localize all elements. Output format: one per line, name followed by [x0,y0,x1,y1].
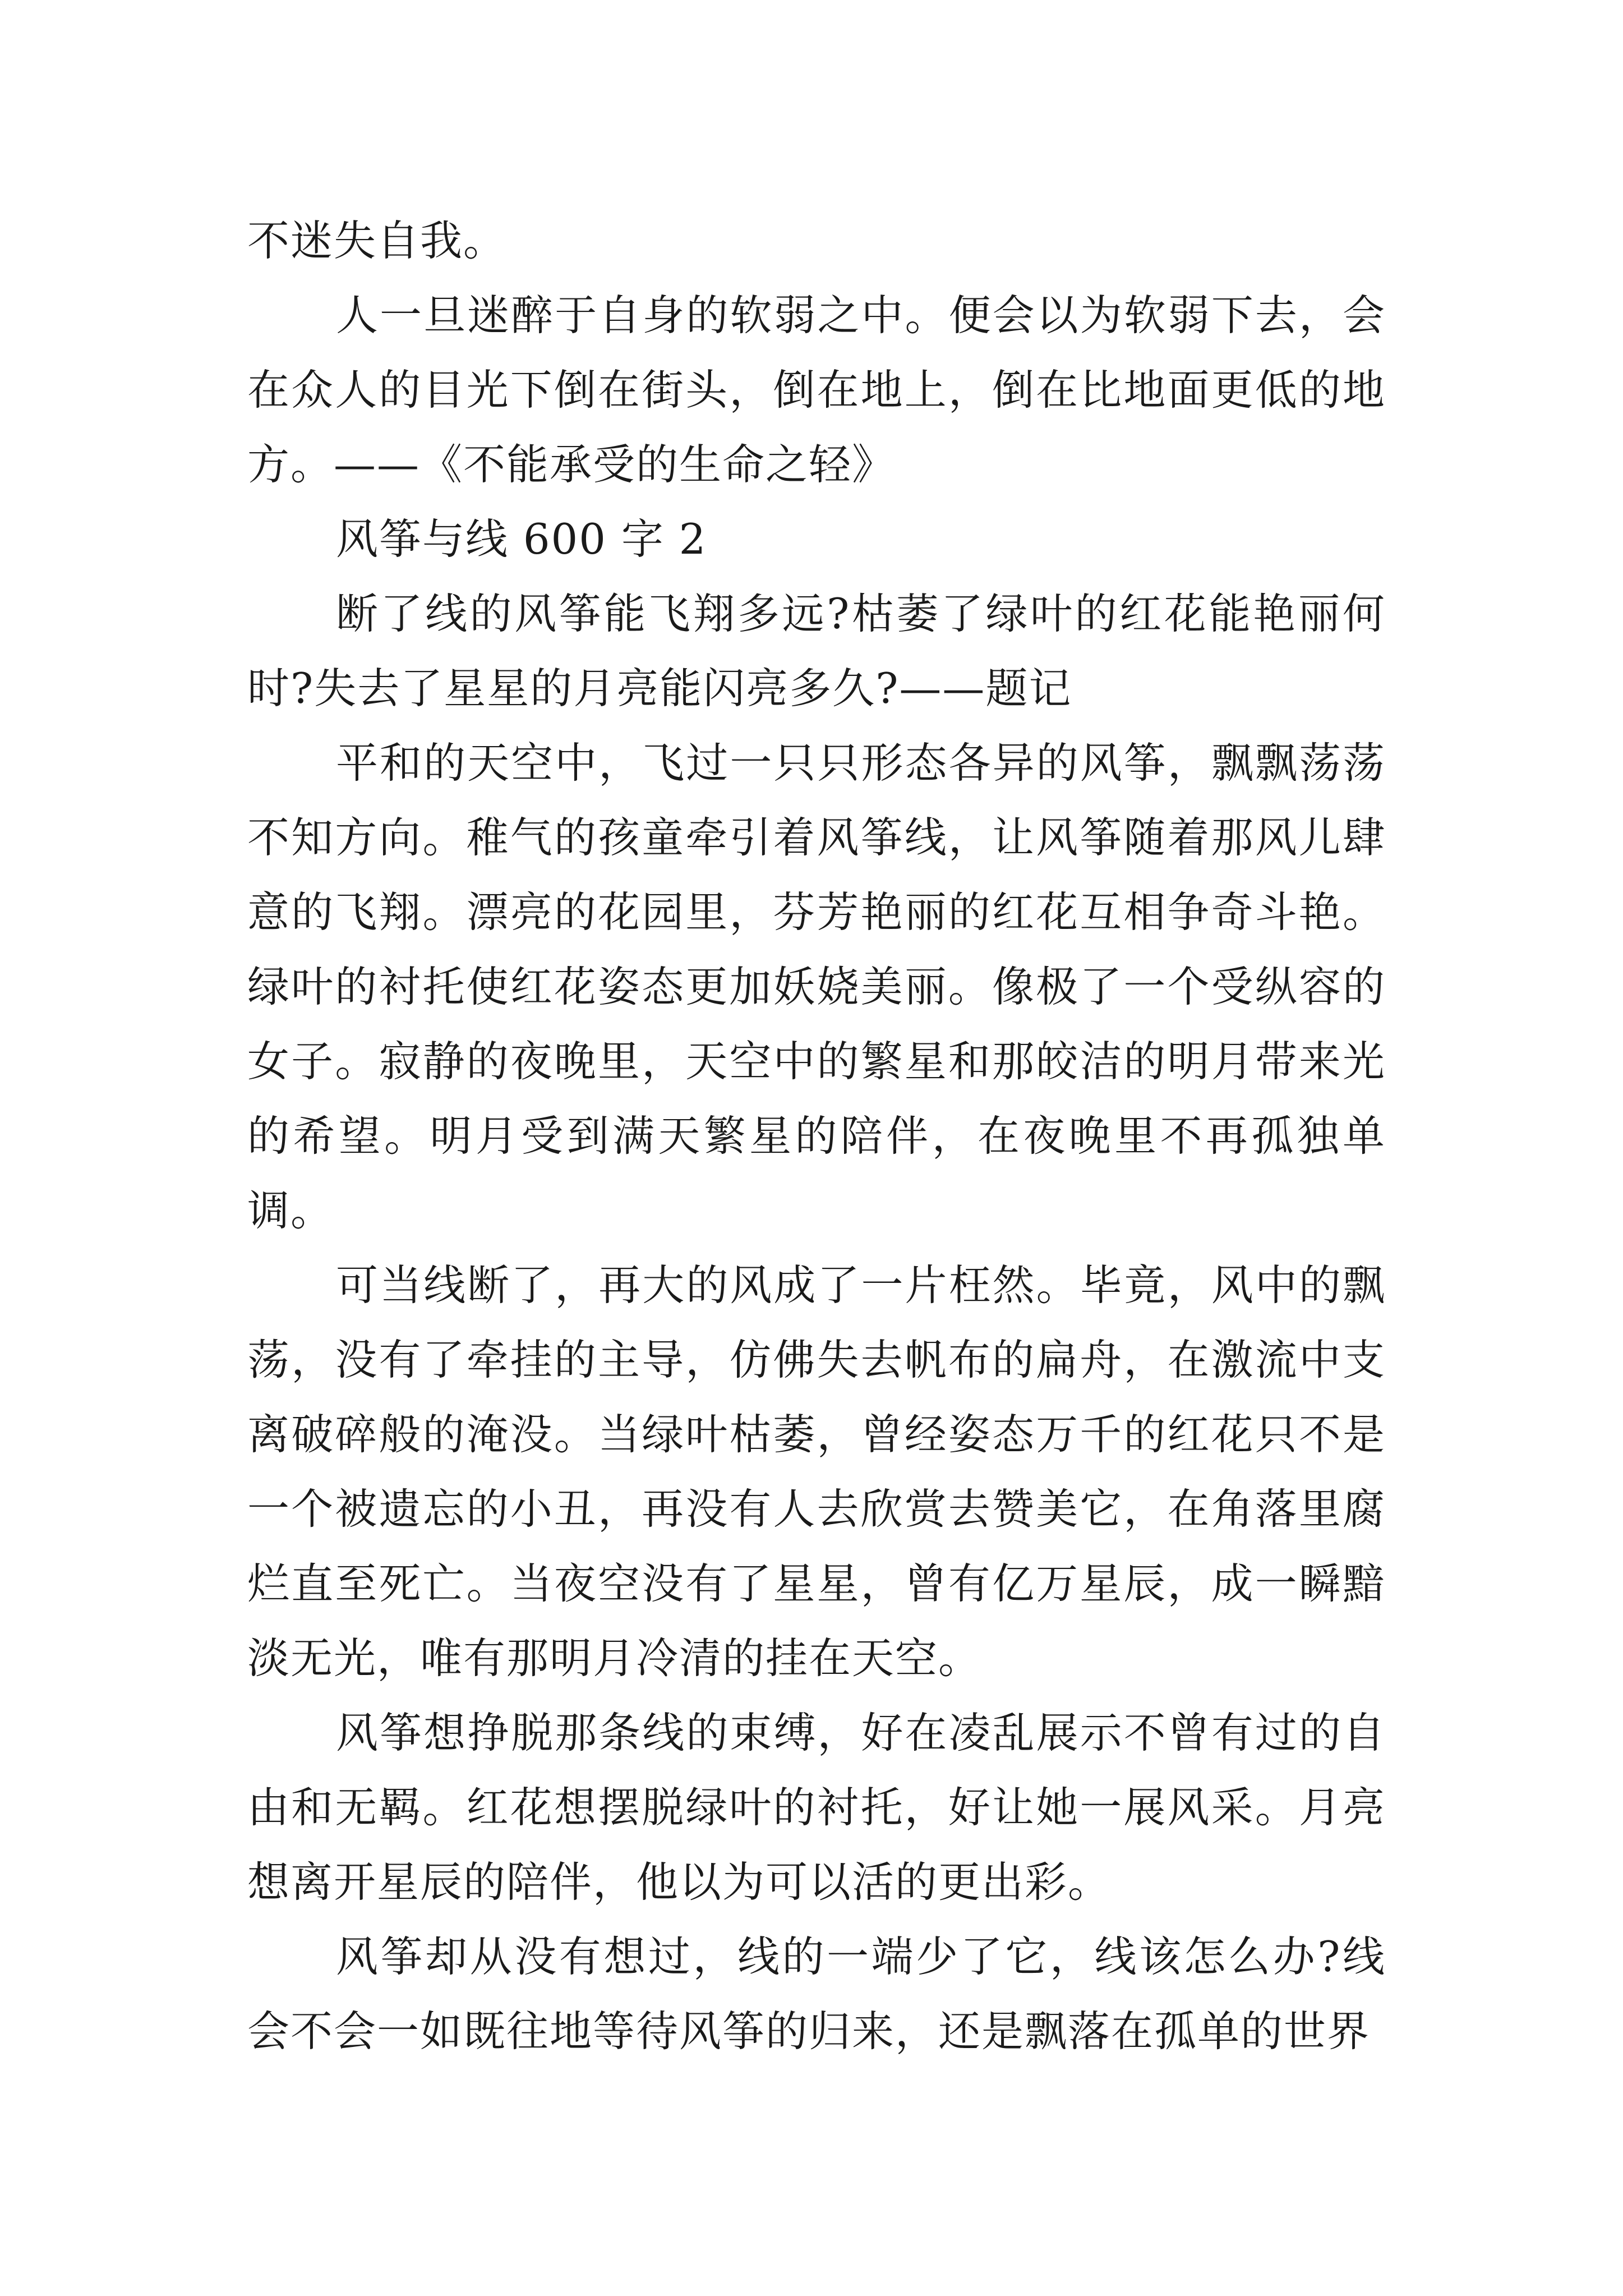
paragraph-epigraph: 断了线的风筝能飞翔多远?枯萎了绿叶的红花能艳丽何时?失去了星星的月亮能闪亮多久?——题记 [247,589,1386,713]
paragraph-2: 人一旦迷醉于自身的软弱之中。便会以为软弱下去，会在众人的目光下倒在街头，倒在地上，倒在比地面更低的地方。——《不能承受的生命之轻》 [247,291,1386,489]
paragraph-6: 风筝却从没有想过，线的一端少了它，线该怎么办?线会不会一如既往地等待风筝的归来，还是飘落在孤单的世界 [247,1932,1386,2056]
paragraph-1: 不迷失自我。 [247,216,507,265]
paragraph-5: 风筝想挣脱那条线的束缚，好在凌乱展示不曾有过的自由和无羁。红花想摆脱绿叶的衬托，好让她一展风采。月亮想离开星辰的陪伴，他以为可以活的更出彩。 [247,1708,1386,1907]
article-body [247,204,1386,2069]
paragraph-4: 可当线断了，再大的风成了一片枉然。毕竟，风中的飘荡，没有了牵挂的主导，仿佛失去帆布的扁舟，在激流中支离破碎般的淹没。当绿叶枯萎，曾经姿态万千的红花只不是一个被遗忘的小丑，再没有人去欣赏去赞美它，在角落里腐烂直至死亡。当夜空没有了星星，曾有亿万星辰，成一瞬黯淡无光，唯有那明月冷清的挂在天空。 [247,1260,1386,1683]
paragraph-3: 平和的天空中，飞过一只只形态各异的风筝，飘飘荡荡不知方向。稚气的孩童牵引着风筝线，让风筝随着那风儿肆意的飞翔。漂亮的花园里，芬芳艳丽的红花互相争奇斗艳。绿叶的衬托使红花姿态更加妖娆美丽。像极了一个受纵容的女子。寂静的夜晚里，天空中的繁星和那皎洁的明月带来光的希望。明月受到满天繁星的陪伴，在夜晚里不再孤独单调。 [247,738,1386,1235]
section-heading: 风筝与线 600 字 2 [336,514,707,564]
